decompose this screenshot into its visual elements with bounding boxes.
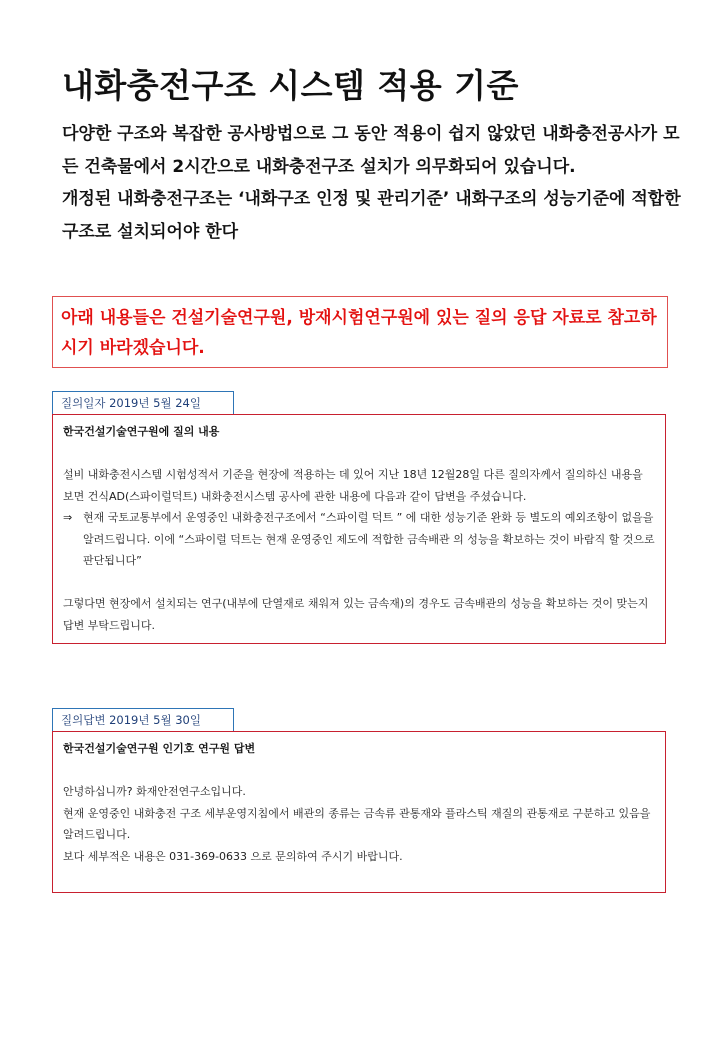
right-arrow-icon: ⇒ [63,511,73,524]
question-box [52,414,666,644]
question-paragraph: 설비 내화충전시스템 시험성적서 기준을 현장에 적용하는 데 있어 지난 18년 12월28일 다른 질의자께서 질의하신 내용을 보면 건식AD(스파이럴덕트) 내화충전시스템 공사에 관한 내용에 다음과 같이 답변을 주셨습니다. [63,468,643,503]
page-title: 내화충전구조 시스템 적용 기준 [62,66,519,105]
answer-box [52,731,666,893]
intro-text [62,118,682,248]
question-heading: 한국건설기술연구원에 질의 내용 [63,425,220,438]
question-date-tab: 질의일자 2019년 5월 24일 [52,391,234,414]
answer-line: 현재 운영중인 내화충전 구조 세부운영지침에서 배관의 종류는 금속류 관통재와 플라스틱 재질의 관통재로 구분하고 있음을 알려드립니다. [63,806,651,841]
intro-paragraph: 개정된 내화충전구조는 ‘내화구조 인정 및 관리기준’ 내화구조의 성능기준에 적합한 구조로 설치되어야 한다 [62,189,681,242]
answer-heading: 한국건설기술연구원 인기호 연구원 답변 [63,742,256,755]
notice-box: 아래 내용들은 건설기술연구원, 방재시험연구원에 있는 질의 응답 자료로 참고하시기 바라겠습니다. [52,296,668,368]
answer-line: 안녕하십니까? 화재안전연구소입니다. [63,785,246,798]
question-paragraph: 그렇다면 현장에서 설치되는 연구(내부에 단열재로 채워져 있는 금속재)의 경우도 금속배관의 성능을 확보하는 것이 맞는지 답변 부탁드립니다. [63,597,649,632]
intro-paragraph: 다양한 구조와 복잡한 공사방법으로 그 동안 적용이 쉽지 않았던 내화충전공사가 모든 건축물에서 2시간으로 내화충전구조 설치가 의무화되어 있습니다. [62,124,680,177]
quoted-answer [63,507,655,572]
quoted-answer-text: 현재 국토교통부에서 운영중인 내화충전구조에서 “스파이럴 덕트 ” 에 대한 성능기준 완화 등 별도의 예외조항이 없을을 알려드립니다. 이에 “스파이럴 덕트는 현재 운영중인 제도에 적합한 금속배관 의 성능을 확보하는 것이 바람직 할 것으로 판단됩니다” [83,511,655,567]
answer-line: 보다 세부적은 내용은 031-369-0633 으로 문의하여 주시기 바랍니다. [63,849,403,863]
answer-date-tab: 질의답변 2019년 5월 30일 [52,708,234,731]
